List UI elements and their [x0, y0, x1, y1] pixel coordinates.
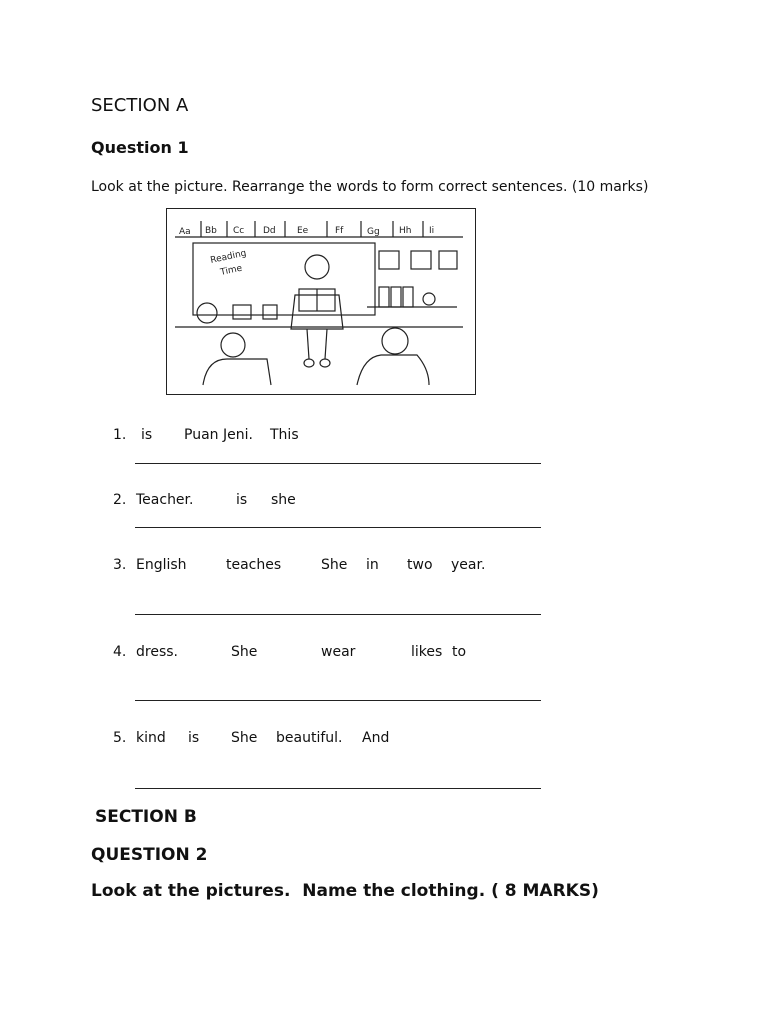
alphabet-letter: Ff	[335, 226, 344, 236]
item-2-word: Teacher.	[136, 492, 194, 508]
item-1-number: 1.	[113, 427, 127, 443]
item-2-word: is	[236, 492, 248, 508]
answer-line-4[interactable]	[135, 700, 541, 701]
item-4-number: 4.	[113, 644, 127, 660]
item-2-number: 2.	[113, 492, 127, 508]
alphabet-letter: Ii	[429, 226, 435, 236]
item-5-word: She	[231, 730, 258, 746]
item-4-word: dress.	[136, 644, 178, 660]
section-a-heading: SECTION A	[91, 95, 189, 116]
item-5-word: And	[362, 730, 390, 746]
item-3-word: She	[321, 557, 348, 573]
alphabet-letter: Hh	[399, 226, 412, 236]
alphabet-letter: Cc	[233, 226, 245, 236]
alphabet-letter: Dd	[263, 226, 276, 236]
alphabet-letter: Bb	[205, 226, 217, 236]
item-5-number: 5.	[113, 730, 127, 746]
item-3-word: in	[366, 557, 379, 573]
section-b-heading: SECTION B	[95, 807, 197, 827]
alphabet-letter: Gg	[367, 227, 380, 237]
alphabet-letter: Ee	[297, 226, 309, 236]
alphabet-letter: Aa	[179, 227, 191, 237]
item-1-word: This	[270, 427, 299, 443]
question-2-instruction: Look at the pictures. Name the clothing. ( 8 MARKS)	[91, 881, 599, 901]
classroom-picture	[166, 208, 476, 395]
item-4-word: to	[452, 644, 467, 660]
question-2-label: QUESTION 2	[91, 845, 208, 865]
item-3-word: teaches	[226, 557, 282, 573]
answer-line-1[interactable]	[135, 463, 541, 464]
item-3-word: English	[136, 557, 187, 573]
board-text: Time	[219, 263, 244, 278]
answer-line-3[interactable]	[135, 614, 541, 615]
answer-line-5[interactable]	[135, 788, 541, 789]
item-4-word: She	[231, 644, 258, 660]
item-5-word: beautiful.	[276, 730, 343, 746]
item-1-word: Puan Jeni.	[184, 427, 253, 443]
classroom-illustration	[167, 209, 474, 393]
item-1-word: is	[141, 427, 153, 443]
item-4-word: likes	[411, 644, 443, 660]
question-1-instruction: Look at the picture. Rearrange the words to form correct sentences. (10 marks)	[91, 179, 649, 195]
item-5-word: kind	[136, 730, 166, 746]
answer-line-2[interactable]	[135, 527, 541, 528]
item-5-word: is	[188, 730, 200, 746]
question-1-label: Question 1	[91, 138, 189, 157]
board-text: Reading	[209, 248, 248, 266]
item-3-number: 3.	[113, 557, 127, 573]
item-3-word: two	[407, 557, 433, 573]
item-3-word: year.	[451, 557, 486, 573]
item-2-word: she	[271, 492, 296, 508]
item-4-word: wear	[321, 644, 356, 660]
